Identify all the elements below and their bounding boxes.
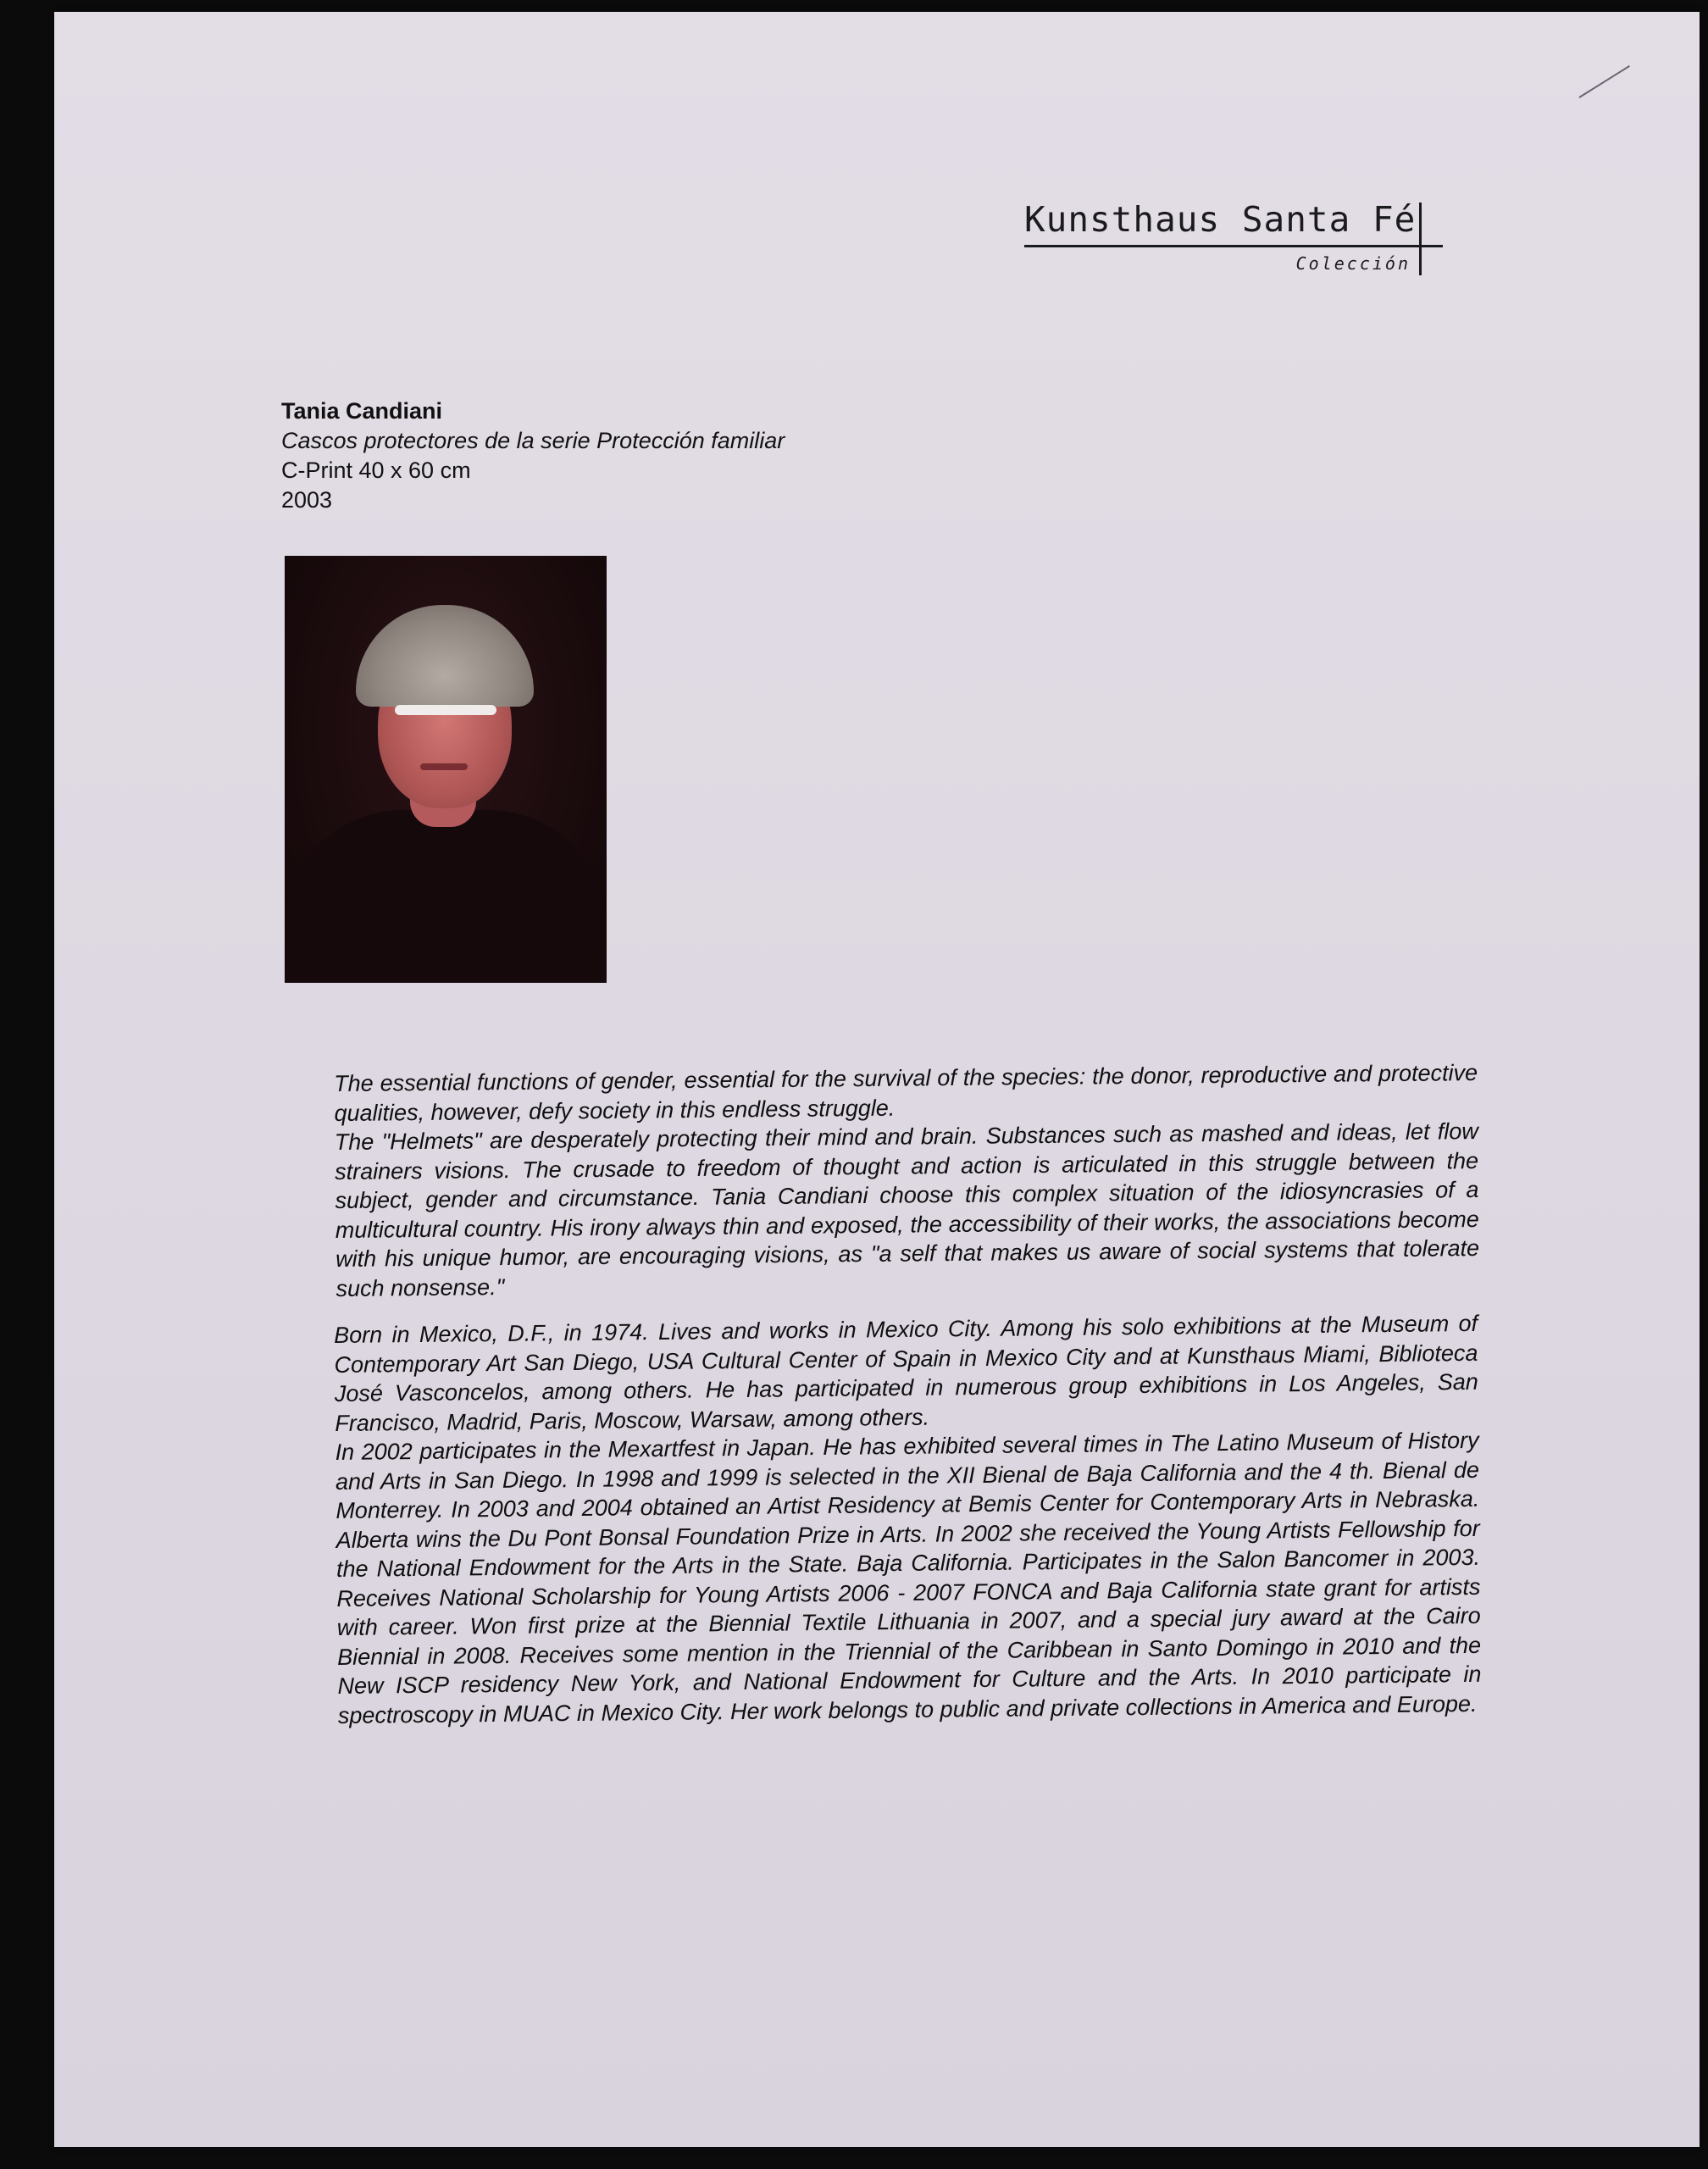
- photo-shirt: [285, 810, 607, 983]
- artwork-description: [334, 1058, 1480, 1303]
- biography-paragraph: In 2002 participates in the Mexartfest in Japan. He has exhibited several times in The Latino Museum of History and Arts in San Diego. In 1998 and 1999 is selected in the XII Bienal de Baja California and the 4 th. Bienal de Monterrey. In 2003 and 2004 obtained an Artist Residency at Bemis Center for Contemporary Arts in Nebraska. Alberta wins the Du Pont Bonsal Foundation Prize in Arts. In 2002 she received the Young Artists Fellowship for the National Endowment for the Arts in the State. Baja California. Participates in the Salon Bancomer in 2003. Receives National Scholarship for Young Artists 2006 - 2007 FONCA and Baja California state grant for artists with career. Won first prize at the Biennial Textile Lithuania in 2007, and a special jury award at the Cairo Biennial in 2008. Receives some mention in the Triennial of the Caribbean in Santo Domingo in 2010 and the New ISCP residency New York, and National Endowment for Culture and the Arts. In 2010 participate in spectroscopy in MUAC in Mexico City. Her work belongs to public and private collections in America and Europe.: [335, 1427, 1482, 1728]
- description-paragraph: The essential functions of gender, essential for the survival of the species: the donor, reproductive and protective qualities, however, defy society in this endless struggle.: [334, 1060, 1478, 1126]
- artist-name: Tania Candiani: [281, 398, 443, 424]
- logo-horizontal-rule: [1024, 245, 1443, 247]
- kunsthaus-logo: [973, 186, 1473, 287]
- artwork-photo: [285, 556, 607, 983]
- artwork-year: 2003: [281, 487, 333, 513]
- artwork-title: Cascos protectores de la serie Protección familiar: [281, 428, 785, 453]
- artist-biography: [334, 1309, 1482, 1730]
- document-page: [54, 12, 1700, 2147]
- fold-mark: [1578, 65, 1629, 98]
- logo-vertical-rule: [1419, 202, 1422, 275]
- artwork-medium: C-Print 40 x 60 cm: [281, 458, 471, 483]
- biography-paragraph: Born in Mexico, D.F., in 1974. Lives and works in Mexico City. Among his solo exhibitions at the Museum of Contemporary Art San Diego, USA Cultural Center of Spain in Mexico City and at Kunsthaus Miami, Biblioteca José Vasconcelos, among others. He has participated in numerous group exhibitions in Los Angeles, San Francisco, Madrid, Paris, Moscow, Warsaw, among others.: [334, 1310, 1478, 1436]
- artwork-metadata: [281, 397, 785, 515]
- logo-subtitle: Colección: [1295, 253, 1411, 274]
- photo-eyes: [395, 705, 496, 715]
- photo-mouth: [420, 763, 468, 770]
- logo-title: Kunsthaus Santa Fé: [1024, 199, 1417, 240]
- photo-helmet: [356, 605, 534, 707]
- description-paragraph: The "Helmets" are desperately protecting their mind and brain. Substances such as mashed and ideas, let flow strainers visions. The crusade to freedom of thought and action is articulated in this struggle between the subject, gender and circumstance. Tania Candiani choose this complex situation of the idiosyncrasies of a multicultural country. His irony always thin and exposed, the accessibility of their works, the associations become with his unique humor, are encouraging visions, as "a self that makes us aware of social systems that tolerate such nonsense.": [334, 1118, 1480, 1301]
